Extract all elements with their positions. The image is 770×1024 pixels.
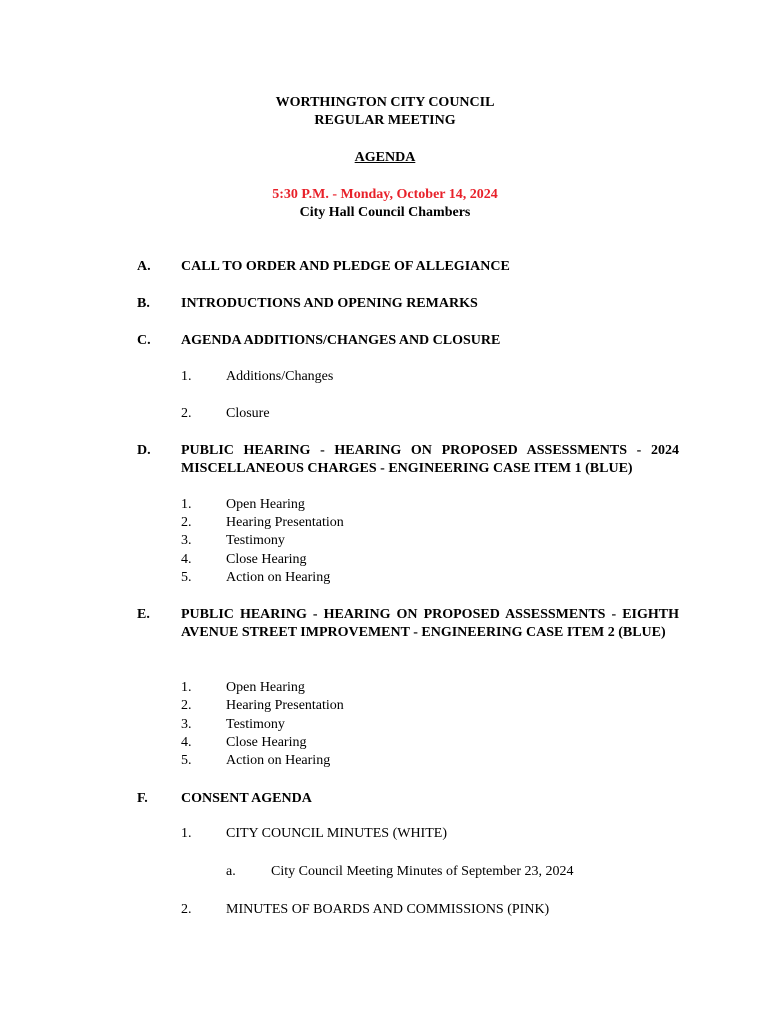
meeting-location: City Hall Council Chambers (299, 205, 471, 220)
item-text: Hearing Presentation (226, 515, 344, 530)
item-number: 2. (181, 406, 192, 421)
section-title: CONSENT AGENDA (181, 791, 312, 806)
section-letter: B. (137, 296, 150, 311)
item-number: 2. (181, 902, 192, 917)
item-text: Close Hearing (226, 735, 307, 750)
item-number: 1. (181, 369, 192, 384)
section-letter: A. (137, 259, 151, 274)
item-number: 1. (181, 826, 192, 841)
item-text: Close Hearing (226, 552, 307, 567)
item-number: 2. (181, 698, 192, 713)
section-letter: E. (137, 607, 150, 622)
item-number: 3. (181, 717, 192, 732)
item-number: 5. (181, 570, 192, 585)
section-letter: C. (137, 333, 151, 348)
item-text: Open Hearing (226, 680, 305, 695)
item-text: CITY COUNCIL MINUTES (WHITE) (226, 826, 447, 841)
item-text: Closure (226, 406, 270, 421)
meeting-type: REGULAR MEETING (314, 113, 456, 128)
item-text: Action on Hearing (226, 753, 331, 768)
item-number: 4. (181, 735, 192, 750)
item-number: 3. (181, 533, 192, 548)
item-text: MINUTES OF BOARDS AND COMMISSIONS (PINK) (226, 902, 550, 917)
section-letter: D. (137, 443, 151, 458)
item-text: Testimony (226, 533, 285, 548)
item-number: 2. (181, 515, 192, 530)
sub-item-letter: a. (226, 864, 236, 879)
section-title: PUBLIC HEARING - HEARING ON PROPOSED ASSESSMENTS - EIGHTH AVENUE STREET IMPROVEMENT - ENGINEERING CASE ITEM 2 (BLUE) (181, 607, 679, 640)
section-letter: F. (137, 791, 148, 806)
item-number: 5. (181, 753, 192, 768)
item-number: 1. (181, 680, 192, 695)
section-title: INTRODUCTIONS AND OPENING REMARKS (181, 296, 478, 311)
section-title: CALL TO ORDER AND PLEDGE OF ALLEGIANCE (181, 259, 510, 274)
section-title: AGENDA ADDITIONS/CHANGES AND CLOSURE (181, 333, 501, 348)
item-text: Action on Hearing (226, 570, 331, 585)
item-number: 1. (181, 497, 192, 512)
council-name: WORTHINGTON CITY COUNCIL (275, 95, 495, 110)
item-text: Hearing Presentation (226, 698, 344, 713)
item-text: Testimony (226, 717, 285, 732)
section-title: PUBLIC HEARING - HEARING ON PROPOSED ASSESSMENTS - 2024 MISCELLANEOUS CHARGES - ENGINEERING CASE ITEM 1 (BLUE) (181, 443, 679, 476)
item-text: Additions/Changes (226, 369, 334, 384)
agenda-title: AGENDA (354, 150, 416, 165)
item-number: 4. (181, 552, 192, 567)
meeting-datetime: 5:30 P.M. - Monday, October 14, 2024 (272, 187, 498, 202)
sub-item-text: City Council Meeting Minutes of September 23, 2024 (271, 864, 574, 879)
item-text: Open Hearing (226, 497, 305, 512)
